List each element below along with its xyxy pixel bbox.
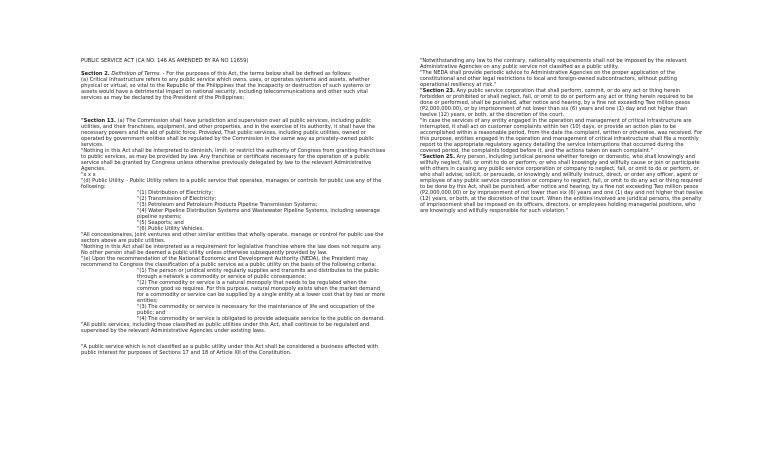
section-text: That public services, including public utilities, owned or operated by government entities shall be regulated by the Commission in the same way as privately-owned public services. [81,130,375,148]
list-item: "(1) The person or juridical entity regularly supplies and transmits and distributes to the public through a network a commodity or service of public consequence; [137,268,380,280]
list-item: "(5) Seaports; and [137,220,184,226]
list-item: "(4) Water Pipeline Distribution Systems and Wastewater Pipeline Systems, including sewerage pipeline systems; [137,208,380,220]
section-13-paragraph [81,118,387,148]
paragraph: "The NEDA shall provide periodic advice to Administrative Agencies on the proper application of the constitutional and other legal restrictions to local and foreign-owned subcontractors, without putting operational resiliency at risk." [420,70,678,88]
paragraph: "A public service which is not classified as a public utility under this Act shall be considered a business affected with public interest for purposes of Sections 17 and 18 of Article XII of the Constitution. [81,344,378,356]
proviso: Provided, [198,130,223,136]
paragraph: "Notwithstanding any law to the contrary, nationality requirements shall not be imposed by the relevant Administrative Agencies on any public service not classified as a public utility. [420,58,687,70]
section-13-block [81,118,387,356]
paragraph: "In case the services of any entity engaged in the operation and management of critical infrastructure are interrupted, it shall act on customer complaints within ten (10) days, or provide an action plan to be accomplished within a reasonable period, from the date the complaint, written or otherwise, was received. For this purpose, entities engaged in the operation and management of critical infrastructure shall file a monthly report to the appropriate regulatory agency detailing the service interruptions that occurred during the covered period, the complaints lodged before it, and the actions taken on each complaint." [420,118,703,154]
paragraph: "(d) Public Utility. - Public Utility refers to a public service that operates, manages or controls for public use any of the following: [81,178,382,190]
list-item: "(2) Transmission of Electricity; [137,196,217,202]
section-text: - For the purposes of this Act, the terms below shall be defined as follows: [161,71,352,77]
list-item: "(3) The commodity or service is necessary for the maintenance of life and occupation of the public; and [137,304,375,316]
document-title: PUBLIC SERVICE ACT (CA NO. 146 AS AMENDED BY RA NO 11659) [81,58,249,64]
paragraph: "Nothing in this Act shall be interpreted to diminish, limit, or restrict the authority of Congress from granting franchises to public services, as may be provided by law. Any franchise or certificate necessary for the operation of a public service shall be granted by Congress unless otherwise previously delegated by law to the relevant Administrative Agencies. [81,148,386,172]
section-text: (a) The Commission shall have jurisdiction and supervision over all public services, including public utilities, and their franchises, equipment, and other properties, and in the exercise of its authority, it shall have the necessary powers and the aid of public force: [81,118,376,136]
paragraph: "All public services, including those classified as public utilities under this Act, shall continue to be regulated and supervised by the relevant Administrative Agencies under existing laws. [81,322,370,334]
paragraph: "x x x [81,172,96,178]
critical-infrastructure-definition: (a) Critical Infrastructure refers to any public service which owns, uses, or operates systems and assets, whether physical or virtual, so vital to the Republic of the Philippines that the incapacity or destruction of such systems or assets would have a detrimental impact on national security, including telecommunications and other such vital services as may be declared by the President of the Philippines; [81,77,371,101]
section-text: Any public service corporation that shall perform, commit, or do any act or thing herein forbidden or prohibited or shall neglect, fail, or omit to do or perform any act or thing herein required to be done or performed, shall be punished, after notice and hearing, by a fine not exceeding Two million pesos (P2,000,000.00), or by imprisonment of not lower than six (6) years and one (1) day and not higher than twelve (12) years, or both, at the discretion of the court. [420,88,694,118]
section-text: Any person, including juridical persons whether foreign or domestic, who shall knowingly and willfully neglect, fail, or omit to do or perform, or who shall knowingly and willfully cause or join or participate with others in causing any public service corporation or company to neglect, fail, or omit to do or perform, or who shall advise, solicit, or persuade, or knowingly and willfully instruct, direct, or order any officer, agent or employee of any public service corporation or company to neglect, fail, or omit to do any act or thing required to be done by this Act, shall be punished, after notice and hearing, by a fine not exceeding Two million pesos (P2,000,000.00) or by imprisonment of not lower than six (6) years and one (1) day and not higher that twelve (12) years, or both, at the discretion of the court. When the entities involved are juridical persons, the penalty of imprisonment shall be imposed on its officers, directors, or employees holding managerial positions, who are knowingly and willfully responsible for such violation." [420,154,703,214]
paragraph: "Nothing in this Act shall be interpreted as a requirement for legislative franchise where the law does not require any. No other person shall be deemed a public utility unless otherwise subsequently provided by law. [81,244,382,256]
section-title: Definition of Terms. [109,71,162,77]
section-number: "Section 23. [420,88,455,94]
paragraph: "(e) Upon the recommendation of the National Economic and Development Authority (NEDA), the President may recommend to Congress the classification of a public service as a public utility on the basis of the following criteria: [81,256,377,268]
section-number: Section 2. [81,71,110,77]
list-item: "(4) The commodity or service is obligated to provide adequate service to the public on demand. [137,316,385,322]
list-item: "(3) Petroleum and Petroleum Products Pipeline Transmission Systems; [137,202,318,208]
section-23-paragraph [420,88,704,118]
list-item: "(6) Public Utility Vehicles. [137,226,204,232]
section-number: "Section 25. [420,154,455,160]
list-item: "(2) The commodity or service is a natural monopoly that needs to be regulated when the common good so requires. For this purpose, natural monopoly exists when the market demand for a commodity or service can be supplied by a single entity at a lower cost that by two or more entities; [137,280,385,304]
paragraph: "All concessionaires, joint ventures and other similar entities that wholly operate, manage or control for public use the sectors above are public utilities. [81,232,384,244]
section-number: "Section 13. [81,118,116,124]
section-25-paragraph [420,154,704,214]
right-text-block [420,58,704,214]
list-item: "(1) Distribution of Electricity; [137,190,214,196]
